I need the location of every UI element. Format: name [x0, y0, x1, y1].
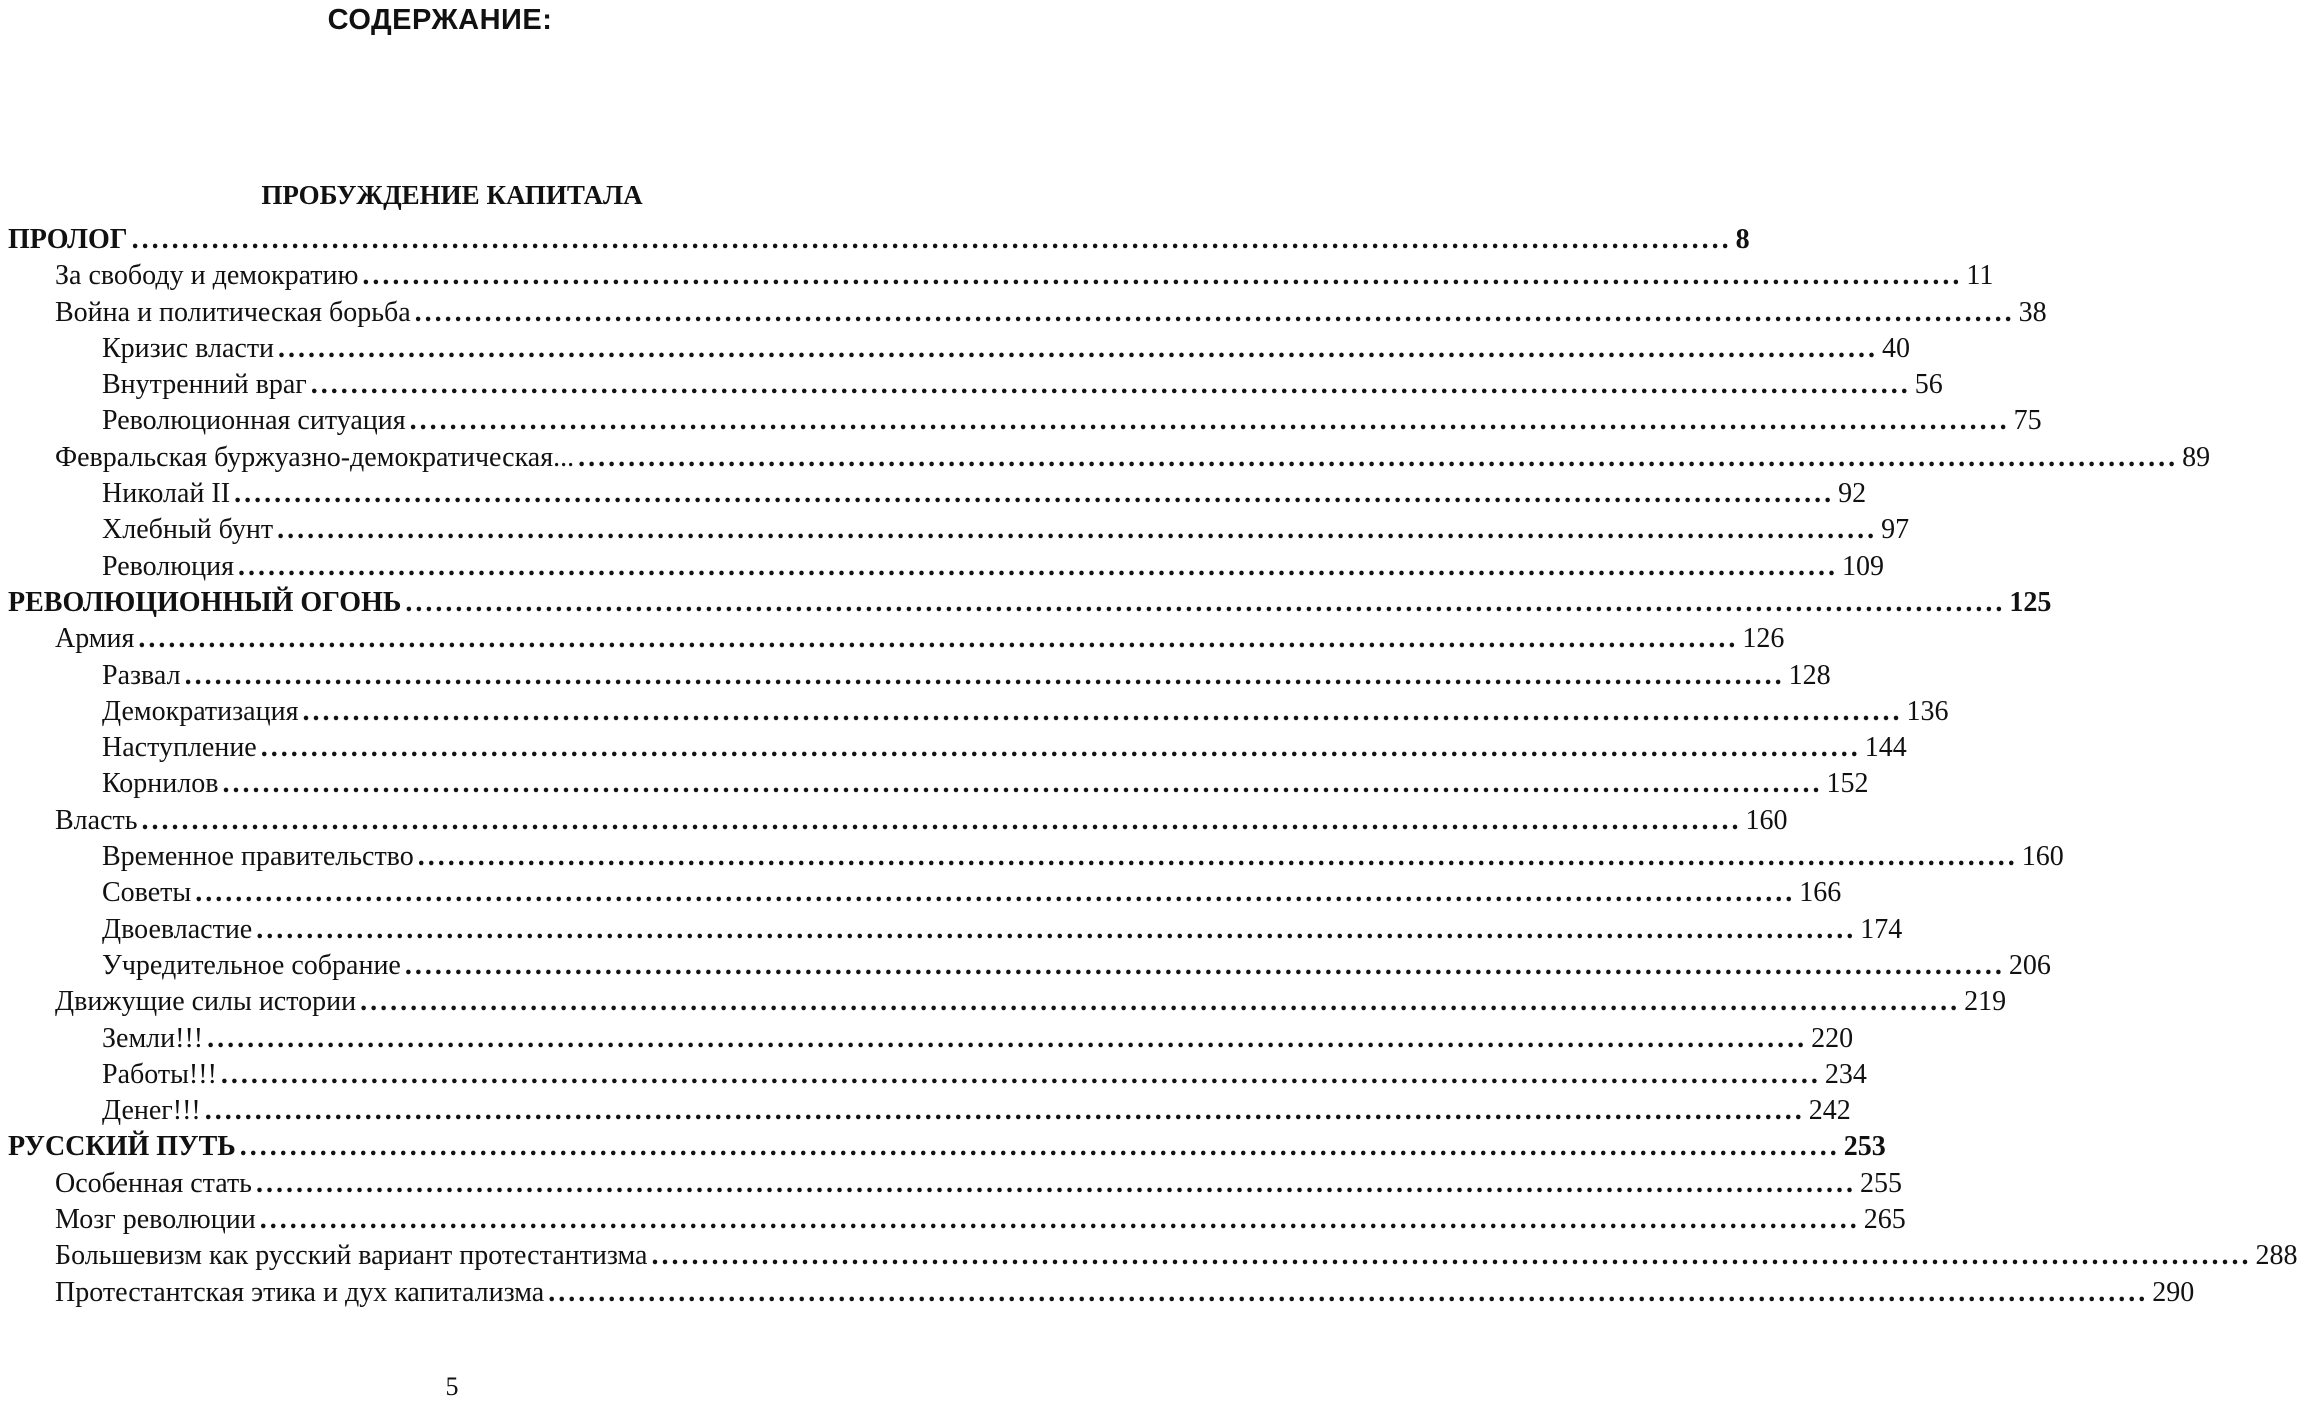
dot-leader: ................................................................................................................................................................	[255, 1167, 1856, 1199]
toc-entry-page: 242	[1808, 1095, 1851, 1127]
toc-entry-page: 92	[1838, 478, 1867, 510]
toc-entry-page: 128	[1788, 659, 1831, 691]
toc-entry-page: 125	[2009, 586, 2052, 618]
toc-entry-title: Хлебный бунт	[102, 514, 274, 546]
dot-leader: ................................................................................................................................................................	[414, 296, 2015, 328]
toc-entry-title: Февральская буржуазно-демократическая...	[55, 441, 575, 473]
dot-leader: ................................................................................................................................................................	[405, 586, 2006, 618]
contents-heading: СОДЕРЖАНИЕ:	[327, 4, 553, 36]
dot-leader: ................................................................................................................................................................	[260, 732, 1861, 764]
toc-entry-page: 75	[2013, 405, 2042, 437]
toc-entry-title: Двоевластие	[102, 913, 253, 945]
toc-entry-title: Протестантская этика и дух капитализма	[55, 1276, 545, 1308]
toc-entry-page: 160	[2021, 841, 2064, 873]
page-number: 5	[445, 1372, 459, 1401]
toc-section-entry	[0, 766, 1869, 802]
toc-chapter-entry	[0, 803, 1788, 839]
toc-entry-page: 206	[2008, 949, 2051, 981]
dot-leader: ................................................................................................................................................................	[362, 260, 1963, 292]
dot-leader: ................................................................................................................................................................	[256, 913, 1857, 945]
toc-entry-page: 144	[1864, 732, 1907, 764]
toc-entry-page: 136	[1906, 695, 1949, 727]
toc-entry-title: Большевизм как русский вариант протестантизма	[55, 1240, 648, 1272]
toc-section-entry	[0, 1021, 1854, 1057]
dot-leader: ................................................................................................................................................................	[239, 1131, 1840, 1163]
toc-part-entry	[0, 1129, 1886, 1165]
dot-leader: ................................................................................................................................................................	[310, 369, 1911, 401]
toc-entry-page: 109	[1842, 550, 1885, 582]
dot-leader: ................................................................................................................................................................	[578, 441, 2179, 473]
toc-entry-page: 288	[2255, 1240, 2297, 1272]
toc-entry-title: Корнилов	[102, 768, 219, 800]
dot-leader: ................................................................................................................................................................	[138, 623, 1739, 655]
toc-section-entry	[0, 875, 1842, 911]
toc-section-entry	[0, 331, 1911, 367]
dot-leader: ................................................................................................................................................................	[277, 514, 1878, 546]
dot-leader: ................................................................................................................................................................	[220, 1058, 1821, 1090]
toc-entry-title: Революционная ситуация	[102, 405, 406, 437]
toc-part-entry	[0, 585, 2052, 621]
toc-section-entry	[0, 730, 1907, 766]
dot-leader: ................................................................................................................................................................	[259, 1204, 1860, 1236]
dot-leader: ................................................................................................................................................................	[409, 405, 2010, 437]
toc-chapter-entry	[0, 258, 1994, 294]
toc-section-entry	[0, 839, 2064, 875]
dot-leader: ................................................................................................................................................................	[278, 332, 1879, 364]
dot-leader: ................................................................................................................................................................	[238, 550, 1839, 582]
dot-leader: ................................................................................................................................................................	[234, 478, 1835, 510]
toc-section-entry	[0, 476, 1867, 512]
toc-entry-title: Кризис власти	[102, 332, 275, 364]
toc-entry-title: Николай II	[102, 478, 231, 510]
toc-section-entry	[0, 948, 2051, 984]
dot-leader: ................................................................................................................................................................	[404, 949, 2005, 981]
toc-chapter-entry	[0, 621, 1785, 657]
toc-entry-title: Революция	[102, 550, 235, 582]
toc-entry-title: ПРОЛОГ	[8, 224, 128, 255]
toc-entry-title: РУССКИЙ ПУТЬ	[8, 1131, 236, 1163]
dot-leader: ................................................................................................................................................................	[207, 1022, 1808, 1054]
toc-entry-page: 166	[1799, 877, 1842, 909]
toc-entry-title: Особенная стать	[55, 1167, 252, 1199]
toc-entry-page: 97	[1881, 514, 1910, 546]
toc-entry-title: Армия	[55, 623, 135, 655]
toc-entry-title: РЕВОЛЮЦИОННЫЙ ОГОНЬ	[8, 586, 402, 618]
toc-section-entry	[0, 658, 1831, 694]
toc-entry-title: Работы!!!	[102, 1058, 217, 1090]
toc-entry-title: Учредительное собрание	[102, 949, 401, 981]
toc-entry-title: Советы	[102, 877, 192, 909]
toc-entry-title: Развал	[102, 659, 181, 691]
toc-section-entry	[0, 367, 1943, 403]
toc-entry-title: Внутренний враг	[102, 369, 307, 401]
dot-leader: ................................................................................................................................................................	[302, 695, 1903, 727]
toc-chapter-entry	[0, 1238, 2297, 1274]
dot-leader: ................................................................................................................................................................	[417, 841, 2018, 873]
toc-section-entry	[0, 512, 1910, 548]
toc-entry-page: 38	[2018, 296, 2047, 328]
toc-entry-title: За свободу и демократию	[55, 260, 359, 292]
dot-leader: ................................................................................................................................................................	[204, 1095, 1805, 1127]
toc-entry-page: 160	[1745, 804, 1788, 836]
toc-section-entry	[0, 1057, 1867, 1093]
dot-leader: ................................................................................................................................................................	[651, 1240, 2252, 1272]
dot-leader: ................................................................................................................................................................	[548, 1276, 2149, 1308]
toc-entry-page: 89	[2182, 441, 2211, 473]
toc-entry-title: Мозг революции	[55, 1204, 256, 1236]
toc-entry-page: 290	[2152, 1276, 2195, 1308]
toc-entry-page: 220	[1811, 1022, 1854, 1054]
toc-entry-title: Война и политическая борьба	[55, 296, 411, 328]
toc-chapter-entry	[0, 984, 2007, 1020]
toc-section-entry	[0, 1093, 1851, 1129]
dot-leader: ................................................................................................................................................................	[360, 986, 1961, 1018]
dot-leader: ................................................................................................................................................................	[195, 877, 1796, 909]
toc-entry-title: Наступление	[102, 732, 257, 764]
toc-entry-page: 40	[1882, 332, 1911, 364]
dot-leader: ................................................................................................................................................................	[141, 804, 1742, 836]
toc-entry-title: Демократизация	[102, 695, 299, 727]
toc-entry-title: Денег!!!	[102, 1095, 201, 1127]
dot-leader: ................................................................................................................................................................	[222, 768, 1823, 800]
toc-entry-page: 56	[1914, 369, 1943, 401]
toc-chapter-entry	[0, 440, 2211, 476]
toc-entry-page: 234	[1824, 1058, 1867, 1090]
toc-chapter-entry	[0, 1275, 2195, 1311]
toc-section-entry	[0, 912, 1903, 948]
toc-entry-page: 219	[1964, 986, 2007, 1018]
toc-entry-page: 253	[1843, 1131, 1886, 1163]
toc-chapter-entry	[0, 1202, 1906, 1238]
toc-chapter-entry	[0, 295, 2047, 331]
toc-section-entry	[0, 549, 1885, 585]
book-title: ПРОБУЖДЕНИЕ КАПИТАЛА	[261, 180, 643, 210]
toc-entry-page: 8	[1735, 224, 1750, 255]
toc-entry-title: Движущие силы истории	[55, 986, 357, 1018]
toc-entry-page: 152	[1826, 768, 1869, 800]
dot-leader: ................................................................................................................................................................	[131, 224, 1732, 255]
toc-chapter-entry	[0, 1166, 1902, 1202]
dot-leader: ................................................................................................................................................................	[184, 659, 1785, 691]
toc-entry-page: 174	[1860, 913, 1903, 945]
toc-entry-title: Земли!!!	[102, 1022, 204, 1054]
toc-entry-title: Власть	[55, 804, 138, 836]
toc-entry-page: 265	[1863, 1204, 1906, 1236]
toc-entry-page: 255	[1859, 1167, 1902, 1199]
toc-entry-page: 11	[1966, 260, 1994, 292]
table-of-contents	[0, 222, 2297, 1311]
toc-part-entry	[0, 222, 1750, 258]
toc-entry-title: Временное правительство	[102, 841, 414, 873]
toc-entry-page: 126	[1742, 623, 1785, 655]
toc-section-entry	[0, 403, 2042, 439]
toc-section-entry	[0, 694, 1949, 730]
